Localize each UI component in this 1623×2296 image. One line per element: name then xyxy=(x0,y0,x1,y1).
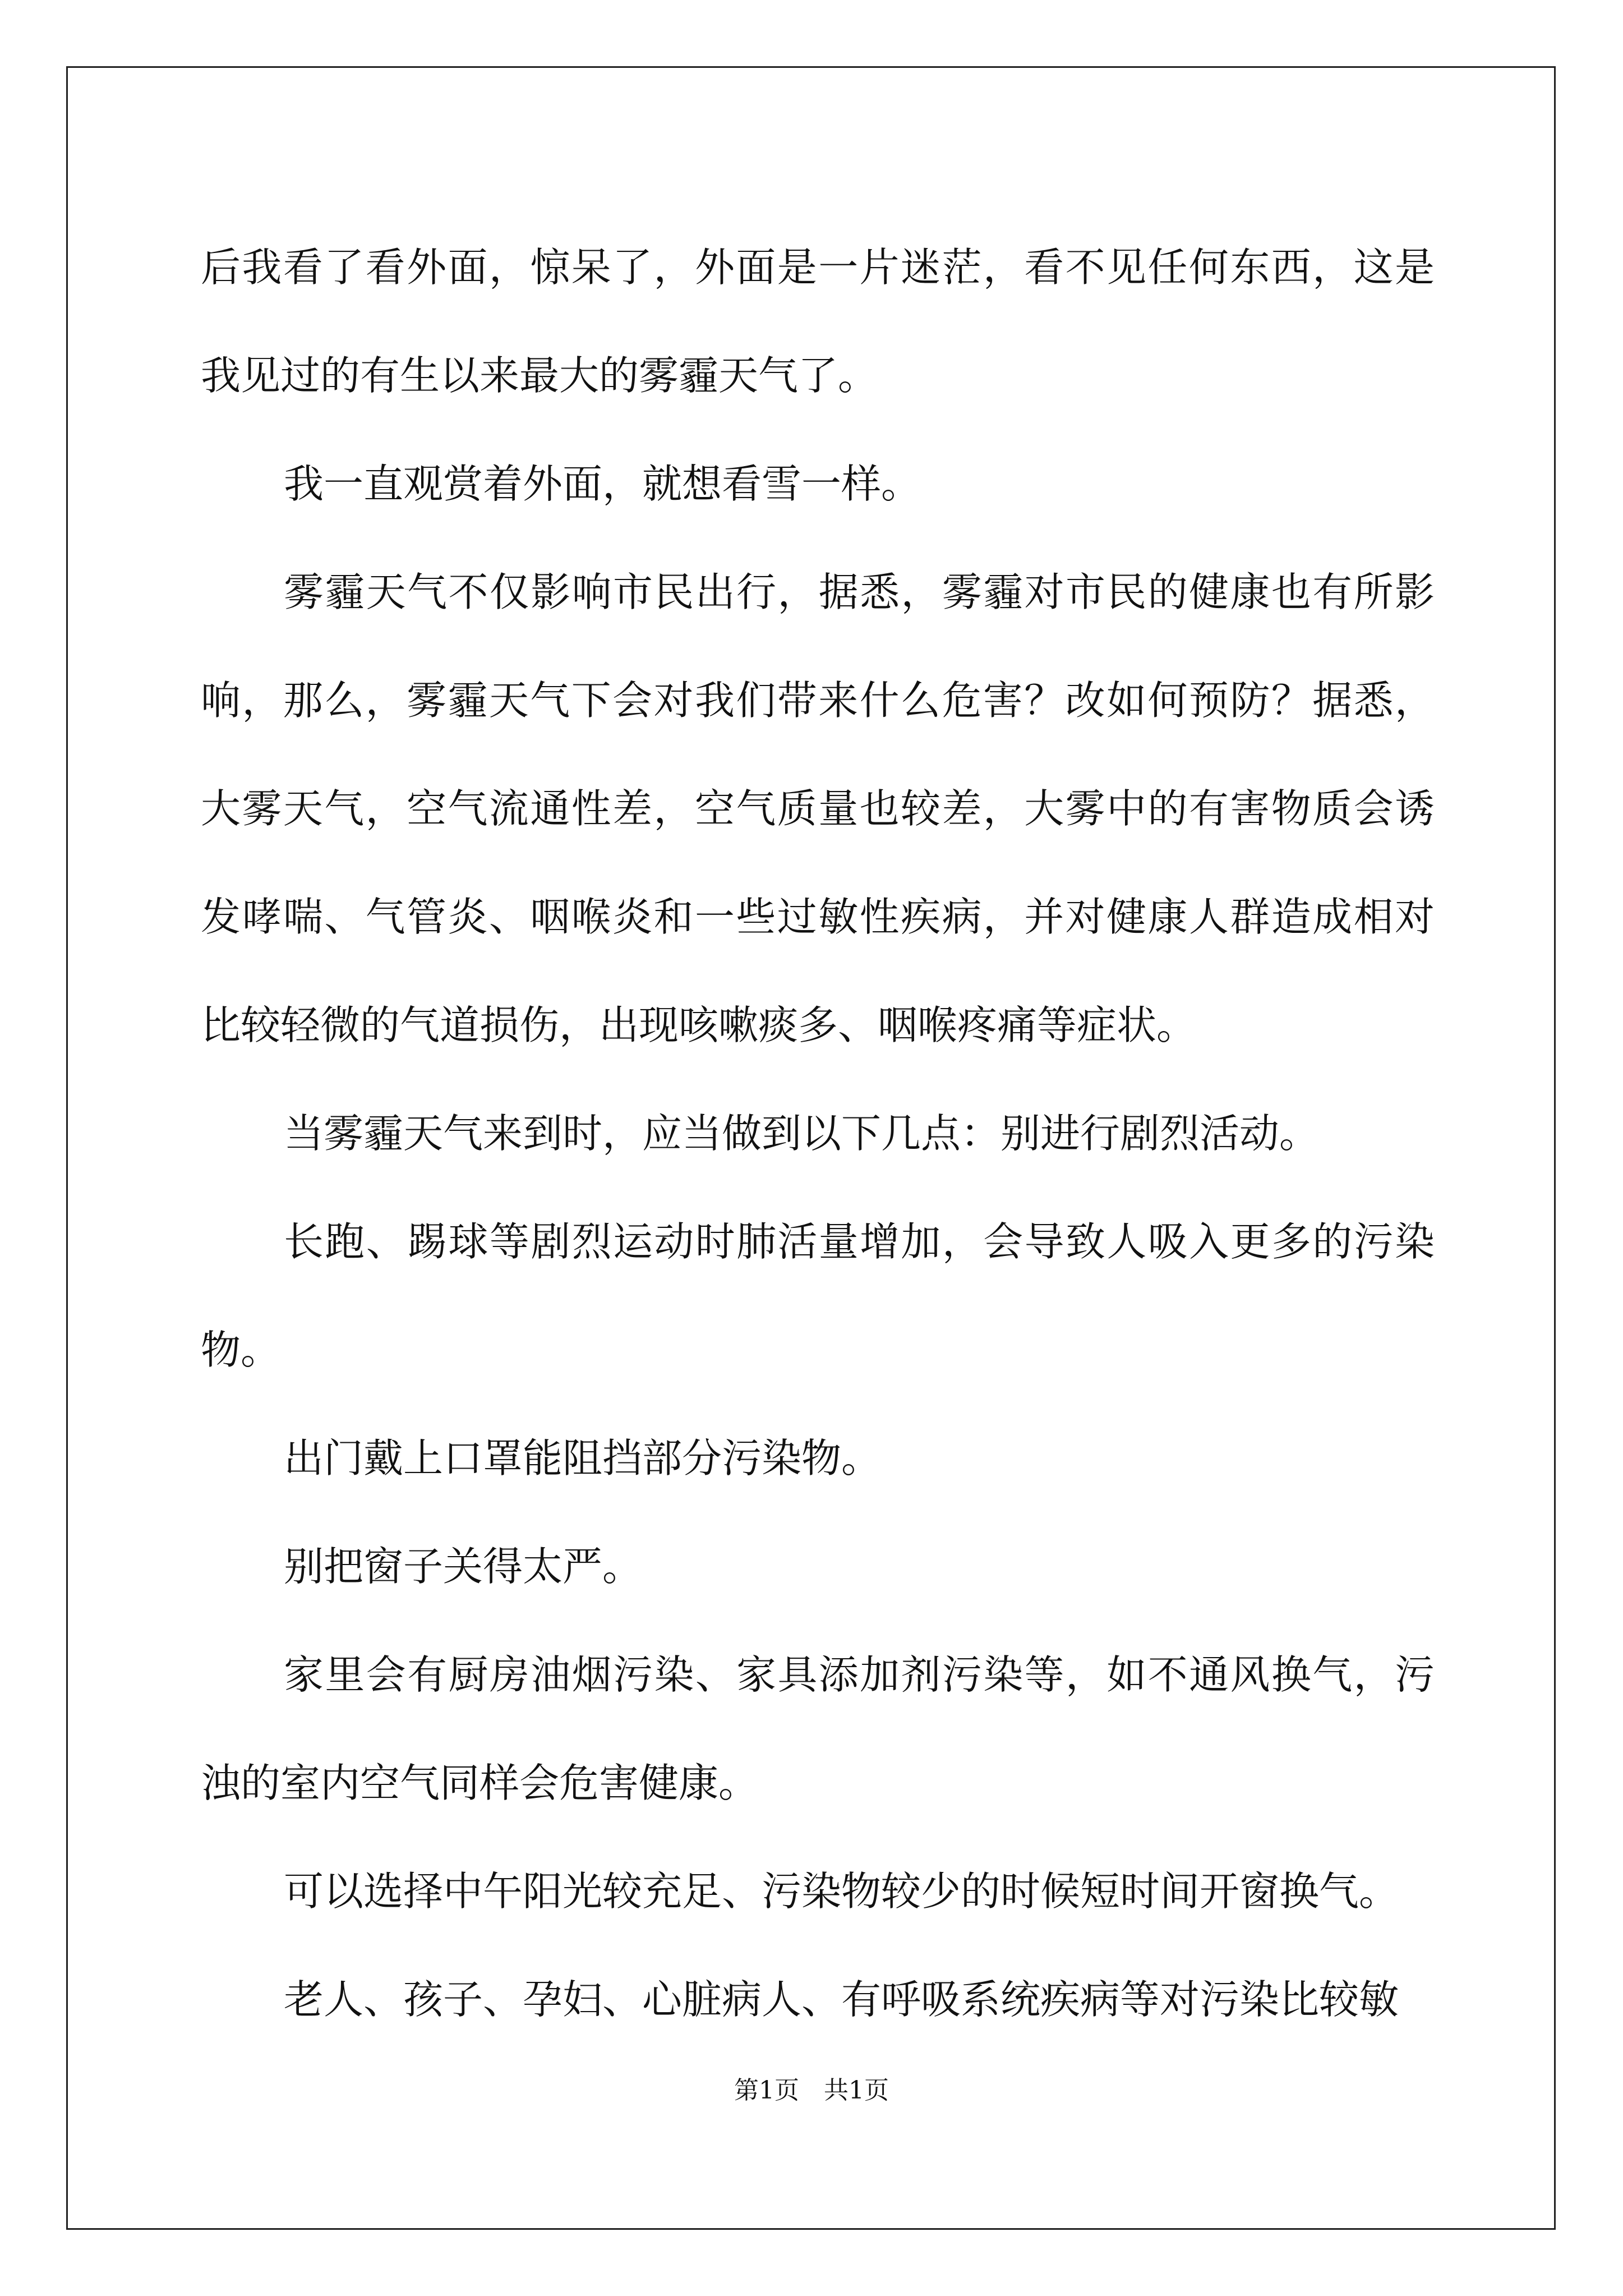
paragraph-9: 可以选择中午阳光较充足、污染物较少的时候短时间开窗换气。 xyxy=(284,1868,1399,1915)
paragraph-5: 长跑、踢球等剧烈运动时肺活量增加，会导致人吸入更多的污染物。 xyxy=(201,1218,1435,1373)
paragraph-7: 别把窗子关得太严。 xyxy=(284,1543,643,1590)
document-body xyxy=(201,213,1435,2054)
paragraph-1: 后我看了看外面，惊呆了，外面是一片迷茫，看不见任何东西，这是我见过的有生以来最大的雾霾天气了。 xyxy=(201,244,1435,399)
paragraph-3: 雾霾天气不仅影响市民出行，据悉，雾霾对市民的健康也有所影响，那么，雾霾天气下会对我们带来什么危害？改如何预防？据悉，大雾天气，空气流通性差，空气质量也较差，大雾中的有害物质会诱发哮喘、气管炎、咽喉炎和一些过敏性疾病，并对健康人群造成相对比较轻微的气道损伤，出现咳嗽痰多、咽喉疼痛等症状。 xyxy=(201,569,1435,1048)
paragraph-8: 家里会有厨房油烟污染、家具添加剂污染等，如不通风换气，污浊的室内空气同样会危害健康。 xyxy=(201,1651,1435,1806)
paragraph-4: 当雾霾天气来到时，应当做到以下几点：别进行剧烈活动。 xyxy=(284,1110,1320,1157)
paragraph-10: 老人、孩子、孕妇、心脏病人、有呼吸系统疾病等对污染比较敏 xyxy=(284,1976,1399,2023)
page-number-footer: 第1页 共1页 xyxy=(734,2076,889,2105)
paragraph-2: 我一直观赏着外面，就想看雪一样。 xyxy=(284,461,921,507)
paragraph-6: 出门戴上口罩能阻挡部分污染物。 xyxy=(284,1435,882,1481)
